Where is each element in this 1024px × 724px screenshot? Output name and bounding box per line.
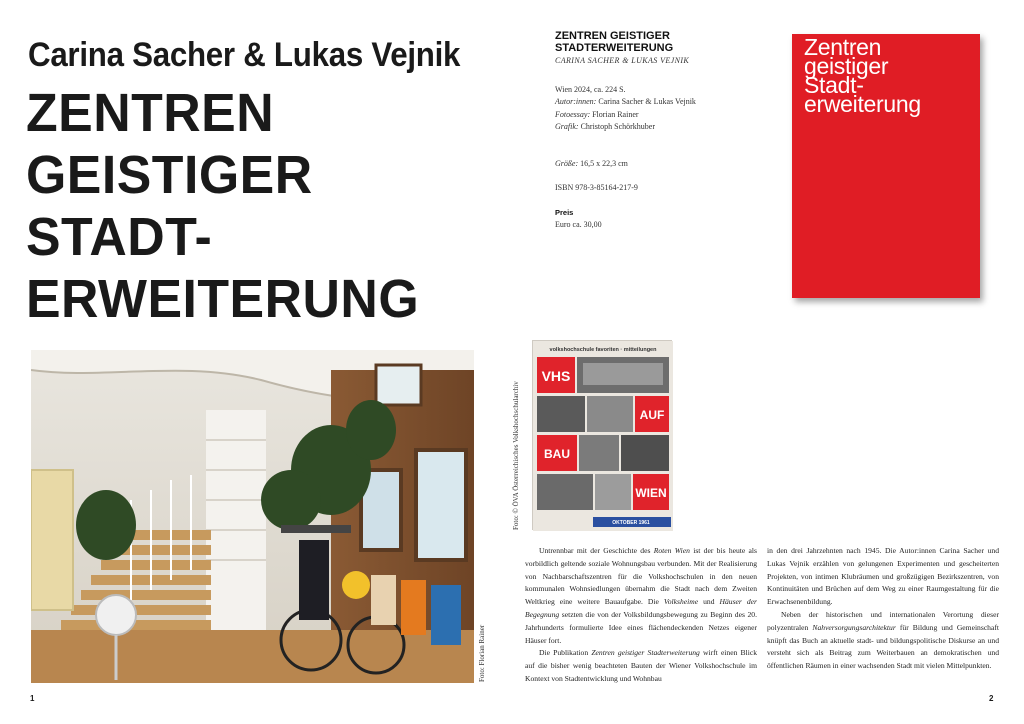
- publication-place-year: Wien 2024, ca. 224 S.: [555, 84, 626, 94]
- emphasis: Häuser der Begegnung: [525, 597, 757, 619]
- page-number: 2: [989, 694, 994, 703]
- price-label: Preis: [555, 207, 574, 217]
- emphasis: Roten Wien: [653, 546, 690, 555]
- body-text-column-1: [525, 545, 757, 686]
- text-run: Neben der historischen und internationalen Verortung dieser polyzentralen: [767, 609, 999, 632]
- title-line: STADT-: [26, 207, 213, 267]
- title-line: ZENTREN: [26, 83, 275, 143]
- text-run: und: [698, 597, 720, 607]
- image-credit: Foto: © ÖVA Österreichisches Volkshochschularchiv: [512, 381, 520, 530]
- graphic-row: [555, 121, 775, 134]
- isbn: ISBN 978-3-85164-217-9: [555, 183, 638, 192]
- title-line: ERWEITERUNG: [26, 269, 420, 329]
- size-label: Größe:: [555, 158, 579, 168]
- authors-value: Carina Sacher & Lukas Vejnik: [596, 97, 696, 106]
- emphasis: Zentren geistiger Stadterweiterung: [591, 648, 700, 658]
- cover-title-line: erweiterung: [804, 91, 921, 117]
- vhs-word: WIEN: [635, 486, 667, 500]
- paragraph: in den drei Jahrzehnten nach 1945. Die Autor:innen Carina Sacher und Lukas Vejnik erzählen von gelungenen Experimenten und gescheiterten Projekten, von intimen Klubräumen und großzügigen Bezirkszentren, von Kontinuitäten und Brüchen auf dem Weg zu einer Raumgestaltung für die Erwachsenenbildung.: [767, 546, 999, 607]
- price-value: Euro ca. 30,00: [555, 220, 602, 229]
- text-run: setzten die von der Volksbildungsbewegung zu Beginn des 20. Jahrhunderts formulierte Idee eines flächendeckenden Netzes eigener Häuser fort.: [525, 609, 757, 645]
- vhs-newsletter-image: [532, 340, 672, 530]
- photo-credit: Foto: Florian Rainer: [478, 624, 486, 682]
- vhs-footer: OKTOBER 1961: [612, 520, 650, 526]
- photo-essay-value: Florian Rainer: [590, 109, 639, 119]
- book-info: [555, 30, 775, 232]
- paragraph: [525, 545, 757, 647]
- page-number: 1: [30, 694, 35, 703]
- emphasis: Nahversorgungsarchitektur: [812, 622, 896, 632]
- photo-essay-label: Fotoessay:: [555, 109, 591, 119]
- paragraph: [767, 609, 999, 673]
- text-run: ist der bis heute als vorbildlich geltende soziale Wohnungsbau verbunden. Mit der Realisierung von Nachbarschaftszentren für die Volkshochschulen in den neuen kommunalen Wohnsiedlungen übernahm die Stadt nach dem Zweiten Weltkrieg eine weitere Bauaufgabe. Die: [525, 546, 757, 607]
- book-title-line: ZENTREN GEISTIGER: [555, 30, 670, 42]
- graphic-value: Christoph Schörkhuber: [578, 122, 655, 131]
- text-run: für Bildung und Gemeinschaft knüpft das Buch an aktuelle stadt- und bildungspolitische Diskurse an und versteht sich als Beitrag zum Weiterbauen an demokratischen und öffentlichen Räumen in einer wachsenden Stadt mit vielen Mittelpunkten.: [767, 622, 999, 671]
- vhs-word: BAU: [544, 447, 570, 461]
- vhs-word: VHS: [541, 368, 571, 384]
- text-run: Untrennbar mit der Geschichte des: [539, 546, 654, 555]
- author-names: Carina Sacher & Lukas Vejnik: [28, 36, 461, 74]
- publication-details: [555, 84, 775, 134]
- title-line: GEISTIGER: [26, 145, 313, 205]
- graphic-label: Grafik:: [555, 122, 579, 131]
- vhs-header: volkshochschule favoriten · mitteilungen: [549, 347, 657, 353]
- size-value: 16,5 x 22,3 cm: [578, 158, 628, 168]
- cover-title: [804, 34, 921, 117]
- emphasis: Volksheime: [663, 597, 699, 607]
- page-title: [26, 82, 419, 330]
- cover-title-line: Zentren: [804, 34, 882, 60]
- vhs-word: AUF: [639, 408, 665, 422]
- vhs-newsletter-illustration: [533, 341, 673, 531]
- interior-staircase-illustration: [31, 350, 474, 683]
- photo-essay-row: [555, 109, 775, 122]
- paragraph: [525, 647, 757, 685]
- cover-title-line: Stadt-: [804, 72, 864, 98]
- size-row: [555, 158, 775, 171]
- book-title-line: STADTERWEITERUNG: [555, 42, 674, 54]
- authors-row: [555, 96, 775, 109]
- book-cover: [792, 34, 980, 298]
- cover-title-line: geistiger: [804, 53, 889, 79]
- interior-staircase-photo: [31, 350, 474, 683]
- text-run: wirft einen Blick auf die bisher wenig beachteten Bauten der Wiener Volkshochschule im Kontext von Stadtentwicklung und Wohnbau: [525, 648, 757, 683]
- text-run: Die Publikation: [539, 648, 592, 658]
- book-authors: CARINA SACHER & LUKAS VEJNIK: [555, 56, 690, 65]
- body-text-column-2: [767, 545, 999, 673]
- book-title: [555, 30, 775, 54]
- authors-label: Autor:innen:: [555, 97, 597, 106]
